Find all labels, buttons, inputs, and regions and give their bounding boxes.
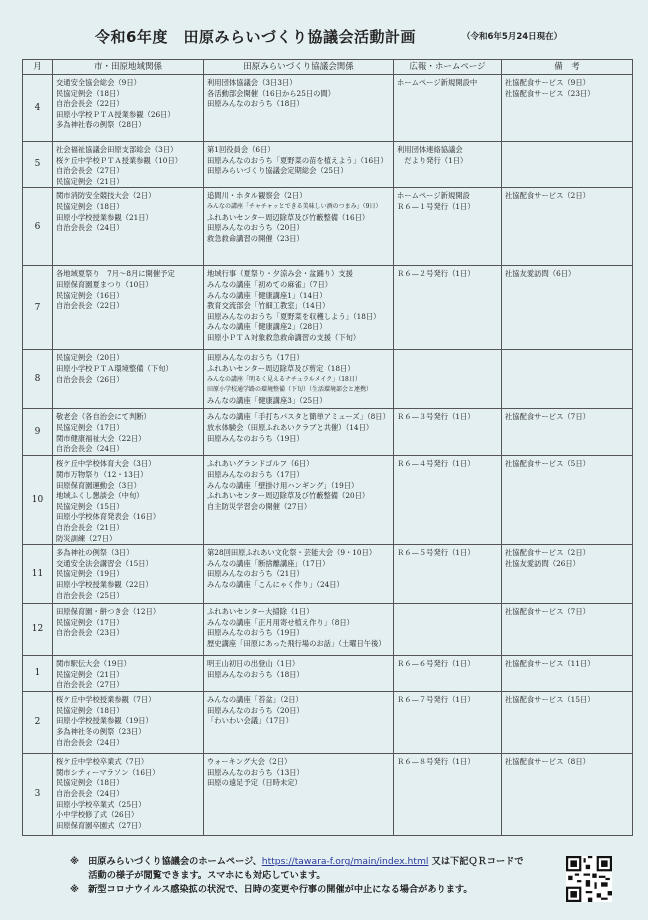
notes-entry: 社協配食サービス（15日）	[505, 695, 595, 705]
pr-entry: Ｒ６—１号発行（1日）	[397, 201, 475, 211]
table-row	[23, 456, 633, 545]
council-cell	[204, 545, 394, 604]
pr-entry: Ｒ６—５号発行（1日）	[397, 548, 475, 558]
header-pr: 広報・ホームページ	[394, 60, 502, 75]
notes-cell	[502, 75, 633, 142]
pr-entry: Ｒ６—７号発行（1日）	[397, 695, 475, 705]
city-cell	[53, 266, 204, 350]
city-entry: 田原保育園・餅つき会（12日）	[56, 607, 161, 617]
table-row	[23, 350, 633, 409]
city-entry: 自治会長会（25日）	[56, 590, 124, 600]
council-entry: みんなの講座「健康講座3」（25日）	[207, 395, 327, 405]
city-entry: 民協定例会（18日）	[56, 88, 124, 98]
city-cell	[53, 350, 204, 409]
city-entry: 田原小学校ＰＴＡ環境整備（下旬）	[56, 363, 173, 373]
city-entry: 社会福祉協議会田原支部総会（3日）	[56, 145, 178, 154]
pr-entry: Ｒ６—８号発行（1日）	[397, 757, 475, 767]
notes-cell	[502, 142, 633, 188]
city-entry: 民協定例会（19日）	[56, 569, 124, 579]
pr-entry: Ｒ６—２号発行（1日）	[397, 269, 475, 279]
city-entry: 各地域夏祭り 7月～8月に開催予定	[56, 269, 175, 279]
pr-entry: Ｒ６—３号発行（1日）	[397, 412, 475, 422]
notes-entry: 社協配食サービス（23日）	[505, 88, 595, 98]
city-entry: 民協定例会（15日）	[56, 501, 124, 511]
notes-cell	[502, 350, 633, 409]
notes-entry: 社協配食サービス（11日）	[505, 659, 595, 669]
city-entry: 小中学校修了式（26日）	[56, 810, 139, 820]
council-entry: ふれあいセンター大掃除（1日）	[207, 607, 314, 617]
city-entry: 田原小学校授業参観（22日）	[56, 579, 153, 589]
council-entry: 救急救命講習の開催（23日）	[207, 233, 304, 243]
city-entry: 関市消防安全競技大会（2日）	[56, 191, 156, 201]
city-entry: 田原小学校授業参観（21日）	[56, 212, 153, 222]
council-entry: 追間川・ホタル観察会（2日）	[207, 191, 307, 201]
city-entry: 地域ふくし懇談会（中旬）	[56, 491, 144, 501]
city-entry: 田原小学校授業参観（19日）	[56, 716, 153, 726]
pr-entry: Ｒ６—４号発行（1日）	[397, 459, 475, 469]
city-entry: 自治会長会（22日）	[56, 99, 124, 109]
table-row	[23, 75, 633, 142]
notes-entry: 社協配食サービス（7日）	[505, 412, 590, 422]
month-cell: 6	[23, 188, 53, 266]
city-entry: 民協定例会（18日）	[56, 705, 124, 715]
city-entry: 関市健康福祉大会（22日）	[56, 433, 146, 443]
notes-entry: 社協配食サービス（8日）	[505, 757, 590, 767]
month-cell: 1	[23, 656, 53, 692]
council-cell	[204, 604, 394, 656]
council-entry: 第28回田原ふれあい文化祭・芸能大会（9・10日）	[207, 548, 377, 558]
pr-cell	[394, 75, 502, 142]
city-cell	[53, 456, 204, 545]
council-entry: 放水体験会（田原ふれあいクラブと共催）（14日）	[207, 422, 374, 432]
notes-entry: 社協配食サービス（7日）	[505, 607, 590, 617]
city-entry: 田原保育園卒園式（27日）	[56, 820, 146, 830]
council-cell	[204, 350, 394, 409]
council-cell	[204, 692, 394, 754]
footer-text-1b: 又は下記ＱＲコードで	[428, 856, 524, 867]
table-row	[23, 545, 633, 604]
page-title: 令和6年度 田原みらいづくり協議会活動計画	[95, 28, 416, 46]
activity-plan-table	[22, 59, 633, 836]
pr-cell	[394, 142, 502, 188]
city-entry: 自治会長会（24日）	[56, 788, 124, 798]
city-entry: 自治会長会（24日）	[56, 444, 124, 454]
city-entry: 防災訓練（27日）	[56, 533, 117, 543]
month-cell: 11	[23, 545, 53, 604]
city-entry: 自治会長会（22日）	[56, 301, 124, 311]
council-entry: みんなの講座「正月用寄せ植え作り」（8日）	[207, 617, 354, 627]
council-cell	[204, 409, 394, 456]
month-cell: 9	[23, 409, 53, 456]
table-row	[23, 142, 633, 188]
month-cell: 5	[23, 142, 53, 188]
pr-cell	[394, 545, 502, 604]
council-entry: ふれあいセンター周辺除草及び竹藪整備（16日）	[207, 212, 370, 222]
table-row	[23, 188, 633, 266]
city-entry: 敬老会（各自治会にて判断）	[56, 412, 151, 422]
council-entry: 「わいわい会議」（17日）	[207, 716, 293, 726]
council-entry: 利用団体協議会（3日3日）	[207, 78, 297, 87]
council-entry: みんなの講座「壁掛け用ハンギング」（19日）	[207, 480, 359, 490]
council-entry: 田原みんなのおうち（18日）	[207, 99, 304, 109]
council-entry: ふれあいグランドゴルフ（6日）	[207, 459, 314, 469]
pr-cell	[394, 692, 502, 754]
city-entry: 民協定例会（18日）	[56, 201, 124, 211]
city-entry: 交通安全法会講習会（15日）	[56, 558, 153, 568]
city-entry: 自治会長会（24日）	[56, 223, 124, 233]
council-entry: みんなの講座「初めての麻雀」（7日）	[207, 279, 333, 289]
city-cell	[53, 656, 204, 692]
council-cell	[204, 754, 394, 836]
notes-cell	[502, 456, 633, 545]
table-row	[23, 754, 633, 836]
table-body	[23, 75, 633, 836]
pr-cell	[394, 350, 502, 409]
footer-line-2: 活動の様子が閲覧できます。スマホにも対応しています。	[70, 870, 326, 881]
month-cell: 4	[23, 75, 53, 142]
city-entry: 田原小学校体育発表会（16日）	[56, 512, 161, 522]
month-cell: 2	[23, 692, 53, 754]
header-city: 市・田原地域関係	[53, 60, 204, 75]
council-cell	[204, 75, 394, 142]
header-council: 田原みらいづくり協議会関係	[204, 60, 394, 75]
council-entry: 田原みんなのおうち（19日）	[207, 628, 304, 638]
pr-entry: ホームページ新規開設中	[397, 78, 478, 87]
notes-cell	[502, 545, 633, 604]
city-cell	[53, 142, 204, 188]
pr-entry: 利用団体連絡協議会	[397, 145, 463, 154]
city-entry: 関市駅伝大会（19日）	[56, 659, 131, 669]
council-cell	[204, 266, 394, 350]
city-cell	[53, 75, 204, 142]
council-entry: みんなの講座「健康講座1」（14日）	[207, 290, 327, 300]
council-entry: 田原みらいづくり協議会定期総会（25日）	[207, 166, 348, 176]
council-cell	[204, 142, 394, 188]
notes-cell	[502, 266, 633, 350]
pr-cell	[394, 604, 502, 656]
footer-line-3: ※ 新型コロナウイルス感染拡の状況で、日時の変更や行事の開催が中止になる場合があります。	[70, 884, 473, 895]
notes-entry: 社協配食サービス（2日）	[505, 191, 590, 201]
pr-cell	[394, 656, 502, 692]
city-entry: 自治会長会（27日）	[56, 680, 124, 690]
council-entry: みんなの講座「断捨離講座」（17日）	[207, 558, 330, 568]
table-row	[23, 266, 633, 350]
city-cell	[53, 754, 204, 836]
council-entry: みんなの講座「明るく見えるナチュラルメイク」（18日）	[207, 375, 361, 383]
council-entry: 田原みんなのおうち（21日）	[207, 569, 304, 579]
month-cell: 12	[23, 604, 53, 656]
city-entry: 自治会長会（24日）	[56, 737, 124, 747]
council-entry: ふれあいセンター周辺除草及び剪定（18日）	[207, 363, 355, 373]
city-cell	[53, 545, 204, 604]
city-entry: 田原小学校ＰＴＡ授業参観（26日）	[56, 109, 175, 119]
council-entry: みんなの講座「こんにゃく作り」（24日）	[207, 579, 344, 589]
notes-cell	[502, 604, 633, 656]
city-entry: 多為神社冬の例祭（23日）	[56, 726, 146, 736]
council-entry: 田原みんなのおうち（20日）	[207, 223, 304, 233]
city-entry: 自治会長会（26日）	[56, 374, 124, 384]
pr-cell	[394, 266, 502, 350]
city-entry: 田原小学校卒業式（25日）	[56, 799, 146, 809]
pr-cell	[394, 409, 502, 456]
city-entry: 自治会長会（21日）	[56, 522, 124, 532]
city-entry: 交通安全協会総会（9日）	[56, 78, 141, 87]
notes-cell	[502, 692, 633, 754]
council-entry: 田原みんなのおうち（20日）	[207, 705, 304, 715]
city-entry: 桜ケ丘中学校卒業式（7日）	[56, 757, 149, 767]
city-cell	[53, 409, 204, 456]
footer-line-1	[70, 855, 524, 869]
as-of-date: （令和6年5月24日現在）	[462, 32, 563, 42]
city-entry: 桜ケ丘中学校体育大会（3日）	[56, 459, 156, 469]
council-cell	[204, 456, 394, 545]
footer-text-1a: ※ 田原みらいづくり協議会のホームページ、	[70, 856, 262, 867]
table-row	[23, 656, 633, 692]
council-entry: 明王山初日の出登山（1日）	[207, 659, 300, 669]
city-cell	[53, 188, 204, 266]
city-cell	[53, 692, 204, 754]
council-cell	[204, 188, 394, 266]
city-entry: 多為神社の例祭（3日）	[56, 548, 134, 558]
council-entry: 教育交流部会「竹細工教室」（14日）	[207, 301, 330, 311]
header-month: 月	[23, 60, 53, 75]
table-header-row	[23, 60, 633, 75]
council-entry: 田原みんなのおうち（17日）	[207, 353, 304, 363]
pr-cell	[394, 188, 502, 266]
city-entry: 民協定例会（18日）	[56, 778, 124, 788]
council-entry: 田原みんなのおうち「夏野菜を収穫しよう」（18日）	[207, 311, 381, 321]
pr-entry: ホームページ新規開設	[397, 191, 470, 201]
city-entry: 民協定例会（17日）	[56, 617, 124, 627]
city-entry: 民協定例会（16日）	[56, 290, 124, 300]
council-entry: ウォーキング大会（2日）	[207, 757, 292, 767]
city-entry: 民協定例会（20日）	[56, 353, 124, 363]
council-entry: 第1回役員会（6日）	[207, 145, 275, 154]
notes-entry: 社協配食サービス（2日）	[505, 548, 590, 558]
pr-cell	[394, 754, 502, 836]
notes-entry: 社協友愛訪問（6日）	[505, 269, 576, 279]
council-entry: 田原みんなのおうち（13日）	[207, 767, 304, 777]
council-entry: 歴史講座「田原にあった飛行場のお話」（土曜日午後）	[207, 638, 386, 648]
city-entry: 多為神社春の例祭（28日）	[56, 120, 146, 130]
notes-cell	[502, 409, 633, 456]
city-entry: 民協定例会（21日）	[56, 669, 124, 679]
city-cell	[53, 604, 204, 656]
council-entry: 田原みんなのおうち（18日）	[207, 669, 304, 679]
month-cell: 3	[23, 754, 53, 836]
month-cell: 7	[23, 266, 53, 350]
council-entry: みんなの講座「健康講座2」（28日）	[207, 322, 327, 332]
city-entry: 民協定例会（21日）	[56, 176, 124, 186]
council-entry: 田原の遠足予定（日時未定）	[207, 778, 302, 788]
council-entry: 自主防災学習会の開催（27日）	[207, 501, 312, 511]
city-entry: 桜ケ丘中学校ＰＴＡ授業参観（10日）	[56, 155, 183, 165]
city-entry: 関市シティーマラソン（16日）	[56, 767, 160, 777]
month-cell: 8	[23, 350, 53, 409]
city-entry: 田原保育園運動会（3日）	[56, 480, 141, 490]
council-entry: 各活動部会開催（16日から25日の間）	[207, 88, 336, 98]
council-entry: ふれあいセンター周辺除草及び竹藪整備（20日）	[207, 491, 370, 501]
city-entry: 桜ケ丘中学校授業参観（7日）	[56, 695, 156, 705]
pr-entry: だより発行（1日）	[397, 155, 468, 165]
homepage-link[interactable]: https://tawara-f.org/main/index.html	[261, 856, 429, 867]
qr-code-icon[interactable]	[566, 856, 612, 902]
table-row	[23, 692, 633, 754]
city-entry: 民協定例会（17日）	[56, 422, 124, 432]
city-entry: 関市万物祭り（12・13日）	[56, 469, 148, 479]
council-entry: 田原みんなのおうち「夏野菜の苗を植えよう」（16日）	[207, 155, 388, 165]
pr-cell	[394, 456, 502, 545]
city-entry: 田原保育園夏まつり（10日）	[56, 279, 153, 289]
council-entry: 田原小学校通学路の環境整備（下旬）（生活環境部会と連携）	[207, 386, 373, 394]
table-row	[23, 604, 633, 656]
pr-entry: Ｒ６—６号発行（1日）	[397, 659, 475, 669]
notes-cell	[502, 656, 633, 692]
city-entry: 自治会長会（23日）	[56, 628, 124, 638]
footer-notes	[70, 855, 524, 897]
council-entry: 田原みんなのおうち（17日）	[207, 469, 304, 479]
notes-cell	[502, 188, 633, 266]
council-entry: みんなの講座「チャチャッとできる美味しい酒のつまみ」（9日）	[207, 202, 382, 210]
table-row	[23, 409, 633, 456]
council-entry: 田原小ＰＴＡ対象救急救命講習の支援（下旬）	[207, 332, 361, 342]
city-entry: 自治会長会（27日）	[56, 166, 124, 176]
notes-entry: 社協配食サービス（5日）	[505, 459, 590, 469]
notes-cell	[502, 754, 633, 836]
header-notes: 備 考	[502, 60, 633, 75]
notes-entry: 社協友愛訪問（26日）	[505, 558, 580, 568]
council-cell	[204, 656, 394, 692]
notes-entry: 社協配食サービス（9日）	[505, 78, 590, 87]
council-entry: みんなの講座「苔盆」（2日）	[207, 695, 303, 705]
council-entry: 田原みんなのおうち（19日）	[207, 433, 304, 443]
month-cell: 10	[23, 456, 53, 545]
council-entry: みんなの講座「手打ちパスタと簡単アミューズ」（8日）	[207, 412, 390, 422]
council-entry: 地域行事（夏祭り・夕涼み会・盆踊り）支援	[207, 269, 353, 279]
